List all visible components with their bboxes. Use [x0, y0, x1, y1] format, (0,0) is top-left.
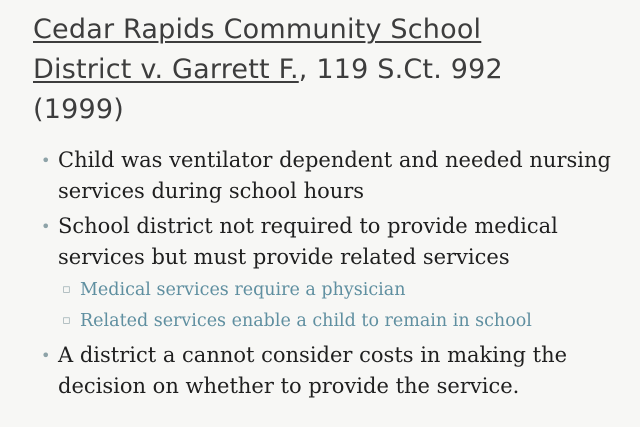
sub-bullet-text: Medical services require a physician — [80, 280, 406, 300]
case-year: (1999) — [33, 94, 124, 125]
bullet-text: School district not required to provide medical services but must provide related services — [58, 214, 558, 269]
slide-title — [33, 10, 633, 130]
bullet-text: A district a cannot consider costs in making the decision on whether to provide the service. — [58, 343, 568, 398]
sub-bullet-item — [62, 308, 635, 334]
case-name-line1: Cedar Rapids Community School — [33, 14, 482, 45]
sub-bullet-square-icon: ▫ — [62, 282, 71, 297]
sub-bullet-text: Related services enable a child to remain in school — [80, 311, 532, 331]
bullet-item — [41, 145, 628, 207]
bullet-item — [41, 211, 628, 273]
bullet-dot-icon: • — [41, 151, 51, 170]
case-name-line2: District v. Garrett F. — [33, 54, 299, 85]
case-citation: , 119 S.Ct. 992 — [298, 54, 503, 85]
sub-bullet-square-icon: ▫ — [62, 313, 71, 328]
sub-bullet-item — [62, 277, 635, 303]
bullet-text: Child was ventilator dependent and needed nursing services during school hours — [58, 148, 611, 203]
bullet-item — [41, 340, 628, 402]
bullet-dot-icon: • — [41, 346, 51, 365]
bullet-dot-icon: • — [41, 217, 51, 236]
